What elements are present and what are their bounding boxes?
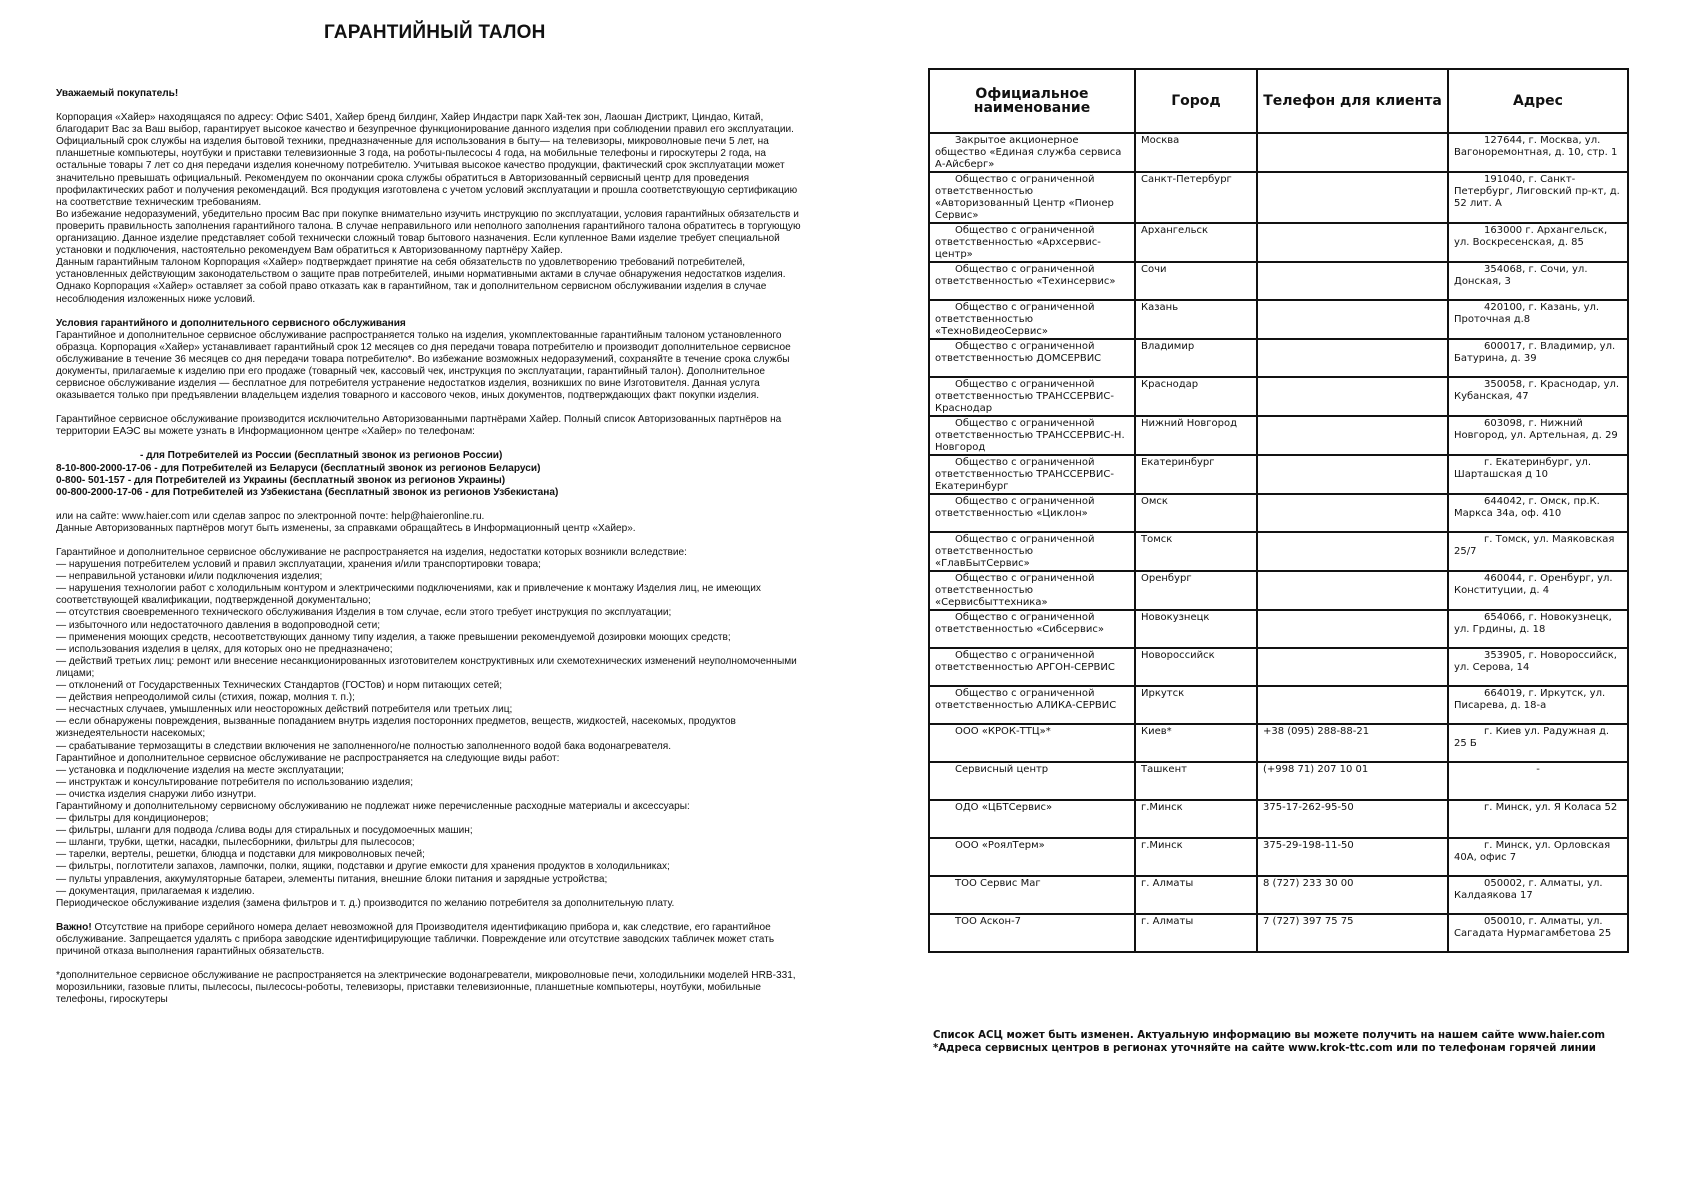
exclusion-item: — срабатывание термозащиты в следствии включения не заполненного/не полностью заполненного водой бака водонагревателя. [56,740,672,752]
exclusion-item: — нарушения технологии работ с холодильным контуром и электрическими подключениями, как и привлечение к монтажу Изделия лиц, не имеющих соответствующей квалификации, подтвержденной документально; [56,583,761,607]
exclusion-item: — документация, прилагаемая к изделию. [56,885,255,897]
note-list-change: Список АСЦ может быть изменен. Актуальную информацию вы можете получить на нашем сайте www.haier.com [933,1030,1605,1041]
partners-text: Гарантийное сервисное обслуживание производится исключительно Авторизованными партнёрами Хайер. Полный список Авторизованных партнёров на территории ЕАЭС вы можете узнать в Информационном центре «Хайер» по телефонам: [56,414,782,438]
center-name: Общество с ограниченной ответственностью ДОМСЕРВИС [929,339,1135,377]
table-row [929,133,1628,172]
site-text: или на сайте: www.haier.com или сделав запрос по электронной почте: help@haieronline.ru. [56,510,485,522]
exclusion-item: Периодическое обслуживание изделия (замена фильтров и т. д.) производится по желанию потребителя за дополнительную плату. [56,897,675,909]
center-city: Омск [1135,494,1257,532]
center-name: Закрытое акционерное общество «Единая служба сервиса А-Айсберг» [929,133,1135,172]
table-row [929,686,1628,724]
center-address: 354068, г. Сочи, ул. Донская, 3 [1448,262,1628,300]
center-phone: 375-29-198-11-50 [1257,838,1448,876]
center-name: Сервисный центр [929,762,1135,800]
exclusion-item: — фильтры, шланги для подвода /слива воды для стиральных и посудомоечных машин; [56,825,473,837]
exclusion-item: — тарелки, вертелы, решетки, блюдца и подставки для микроволновых печей; [56,849,425,861]
table-row [929,876,1628,914]
exclusion-item: — установка и подключение изделия на месте эксплуатации; [56,764,344,776]
conditions-text: Гарантийное и дополнительное сервисное обслуживание распространяется только на изделия, укомплектованные гарантийным талоном установленного образца. Корпорация «Хайер» устанавливает гарантийный срок 12 месяцев со дня передачи товара потребителю и производит дополнительное сервисное обслуживание в течение 36 месяцев со дня передачи товара потребителю*. Во избежание возможных недоразумений, сохраняйте в течение срока службы документы, прилагаемые к изделию при его продаже (товарный чек, кассовый чек, инструкция по эксплуатации, гарантийный талон). Дополнительное сервисное обслуживание изделия — бесплатное для потребителя устранение недостатков изделия, возникших по вине Изготовителя. Данная услуга оказывается только при предъявлении владельцем изделия товарного и кассового чеков, иных документов, подтверждающих факт покупки изделия. [56,329,791,402]
table-row [929,532,1628,571]
center-address: г. Минск, ул. Орловская 40А, офис 7 [1448,838,1628,876]
center-phone: +38 (095) 288-88-21 [1257,724,1448,762]
table-row [929,455,1628,494]
table-row [929,571,1628,610]
phone-ukraine: 0-800- 501-157 - для Потребителей из Украины (бесплатный звонок из регионов Украины) [56,474,506,486]
conditions-heading: Условия гарантийного и дополнительного сервисного обслуживания [56,317,406,329]
center-phone [1257,377,1448,416]
exclusion-item: — очистка изделия снаружи либо изнутри. [56,788,257,800]
center-city: Оренбург [1135,571,1257,610]
exclusion-item: Гарантийное и дополнительное сервисное обслуживание не распространяется на следующие виды работ: [56,752,560,764]
center-address: 050002, г. Алматы, ул. Калдаякова 17 [1448,876,1628,914]
center-phone [1257,172,1448,223]
exclusions-list [56,547,808,910]
center-address: 191040, г. Санкт-Петербург, Лиговский пр-кт, д. 52 лит. А [1448,172,1628,223]
table-row [929,223,1628,262]
center-address: г. Киев ул. Радужная д. 25 Б [1448,724,1628,762]
exclusion-item: — отклонений от Государственных Технических Стандартов (ГОСТов) и норм питающих сетей; [56,680,503,692]
note-regions: *Адреса сервисных центров в регионах уточняйте на сайте www.krok-ttc.com или по телефонам горячей линии [933,1042,1596,1054]
exclusion-item: — фильтры, поглотители запахов, лампочки, полки, ящики, подставки и другие емкости для хранения продуктов в холодильниках; [56,861,670,873]
center-phone: 7 (727) 397 75 75 [1257,914,1448,952]
center-name: ТОО Аскон-7 [929,914,1135,952]
center-city: Казань [1135,300,1257,339]
center-name: Общество с ограниченной ответственностью «Авторизованный Центр «Пионер Сервис» [929,172,1135,223]
center-address: г. Минск, ул. Я Коласа 52 [1448,800,1628,838]
center-phone [1257,455,1448,494]
center-city: Нижний Новгород [1135,416,1257,455]
center-phone [1257,339,1448,377]
table-row [929,494,1628,532]
center-city: Архангельск [1135,223,1257,262]
center-name: Общество с ограниченной ответственностью ТРАНССЕРВИС-Краснодар [929,377,1135,416]
center-city: Иркутск [1135,686,1257,724]
phone-russia: - для Потребителей из России (бесплатный звонок из регионов России) [140,450,503,462]
center-city: Санкт-Петербург [1135,172,1257,223]
service-centers-table [928,68,1629,953]
center-name: Общество с ограниченной ответственностью «ГлавБытСервис» [929,532,1135,571]
warranty-text-column [56,88,808,1006]
center-address: г. Томск, ул. Маяковская 25/7 [1448,532,1628,571]
center-phone [1257,133,1448,172]
greeting: Уважаемый покупатель! [56,88,179,99]
center-phone [1257,571,1448,610]
center-city: Москва [1135,133,1257,172]
center-city: Киев* [1135,724,1257,762]
exclusion-item: — неправильной установки и/или подключения изделия; [56,571,323,583]
center-name: Общество с ограниченной ответственностью ТРАНССЕРВИС-Н. Новгород [929,416,1135,455]
center-address: 600017, г. Владимир, ул. Батурина, д. 39 [1448,339,1628,377]
footnote: *дополнительное сервисное обслуживание не распространяется на электрические водонагреватели, микроволновые печи, холодильники моделей HRB-331, морозильники, газовые плиты, пылесосы, пылесосы-роботы, телевизоры, приставки телевизионные, планшетные компьютеры, ноутбуки, мобильные телефоны, гироскутеры [56,970,796,1006]
phone-uzbekistan: 00-800-2000-17-06 - для Потребителей из Узбекистана (бесплатный звонок из регионов Узбекистана) [56,486,559,498]
center-city: г.Минск [1135,838,1257,876]
center-city: Новокузнецк [1135,610,1257,648]
exclusion-item: — пульты управления, аккумуляторные батареи, элементы питания, внешние блоки питания и зарядные устройства; [56,873,608,885]
center-address: 350058, г. Краснодар, ул. Кубанская, 47 [1448,377,1628,416]
center-address: 644042, г. Омск, пр.К. Маркса 34а, оф. 410 [1448,494,1628,532]
intro-paragraph-2: Во избежание недоразумений, убедительно просим Вас при покупке внимательно изучить инструкцию по эксплуатации, условия гарантийных обязательств и проверить правильность заполнения гарантийного талона. В случае неправильного или неполного заполнения гарантийного талона обратитесь в торгующую организацию. Данное изделие представляет собой технически сложный товар бытового назначения. Если купленное Вами изделие требует специальной установки и подключения, настоятельно рекомендуем Вам обратиться к Авторизованному партнёру Хайер. [56,208,801,257]
table-row [929,762,1628,800]
center-address: 050010, г. Алматы, ул. Сагадата Нурмагамбетова 25 [1448,914,1628,952]
center-phone [1257,532,1448,571]
center-address: 603098, г. Нижний Новгород, ул. Артельная, д. 29 [1448,416,1628,455]
exclusion-item: — избыточного или недостаточного давления в водопроводной сети; [56,619,381,631]
exclusion-item: — нарушения потребителем условий и правил эксплуатации, хранения и/или транспортировки товара; [56,559,541,571]
center-phone [1257,648,1448,686]
center-city: Сочи [1135,262,1257,300]
center-name: Общество с ограниченной ответственностью «ТехноВидеоСервис» [929,300,1135,339]
center-phone: 8 (727) 233 30 00 [1257,876,1448,914]
center-name: ОДО «ЦБТСервис» [929,800,1135,838]
center-address: 127644, г. Москва, ул. Вагоноремонтная, д. 10, стр. 1 [1448,133,1628,172]
header-official-name: Официальное наименование [929,69,1135,133]
table-row [929,800,1628,838]
exclusion-item: — если обнаружены повреждения, вызванные попаданием внутрь изделия посторонних предметов, веществ, жидкостей, насекомых, продуктов жизнедеятельности насекомых; [56,716,736,740]
exclusion-item: — действия непреодолимой силы (стихия, пожар, молния т. п.); [56,692,355,704]
center-address: - [1448,762,1628,800]
center-city: Екатеринбург [1135,455,1257,494]
exclusion-item: — отсутствия своевременного технического обслуживания Изделия в том случае, если этого требует инструкция по эксплуатации; [56,607,672,619]
center-phone [1257,223,1448,262]
center-city: Новороссийск [1135,648,1257,686]
center-city: г.Минск [1135,800,1257,838]
intro-paragraph-1: Корпорация «Хайер» находящаяся по адресу: Офис S401, Хайер бренд билдинг, Хайер Индастри парк Хай-тек зон, Лаошан Дистрикт, Циндао, Китай, благодарит Вас за Ваш выбор, гарантирует высокое качество и безупречное функционирование данного изделия при соблюдении правил его эксплуатации. Официальный срок службы на изделия бытовой техники, предназначенные для использования в быту— на телевизоры, микроволновые печи 5 лет, на планшетные компьютеры, ноутбуки и приставки телевизионные 3 года, на роботы-пылесосы 4 года, на мобильные телефоны и гироскутеры 2 года, на остальные товары 7 лет со дня передачи изделия конечному потребителю. Учитывая высокое качество продукции, фактический срок эксплуатации может значительно превышать официальный. Рекомендуем по окончании срока службы обратиться в Авторизованный сервисный центр для проведения профилактических работ и получения рекомендаций. Вся продукция изготовлена с учетом условий эксплуатации и прошла соответствующую сертификацию на соответствие техническим требованиям. [56,112,798,208]
page-title: ГАРАНТИЙНЫЙ ТАЛОН [324,22,546,43]
center-name: ООО «КРОК-ТТЦ»* [929,724,1135,762]
exclusion-item: — несчастных случаев, умышленных или неосторожных действий потребителя или третьих лиц; [56,704,513,716]
exclusion-item: — использования изделия в целях, для которых оно не предназначено; [56,643,393,655]
header-address: Адрес [1448,69,1628,133]
change-text: Данные Авторизованных партнёров могут быть изменены, за справками обращайтесь в Информационный центр «Хайер». [56,522,636,534]
header-phone: Телефон для клиента [1257,69,1448,133]
center-address: 163000 г. Архангельск, ул. Воскресенская, д. 85 [1448,223,1628,262]
important-text: Отсутствие на приборе серийного номера делает невозможной для Производителя идентификацию прибора и, как следствие, его гарантийное обслуживание. Запрещается удалять с прибора заводские идентифицирующие таблички. Повреждение или отсутствие заводских табличек может стать причиной отказа выполнения гарантийных обязательств. [56,921,775,957]
table-row [929,724,1628,762]
center-address: 460044, г. Оренбург, ул. Конституции, д. 4 [1448,571,1628,610]
center-city: Ташкент [1135,762,1257,800]
table-row [929,838,1628,876]
phone-belarus: 8-10-800-2000-17-06 - для Потребителей из Беларуси (бесплатный звонок из регионов Беларуси) [56,462,541,474]
table-header-row [929,69,1628,133]
center-name: Общество с ограниченной ответственностью «Техинсервис» [929,262,1135,300]
center-name: Общество с ограниченной ответственностью АРГОН-СЕРВИС [929,648,1135,686]
center-city: г. Алматы [1135,876,1257,914]
header-city: Город [1135,69,1257,133]
table-row [929,648,1628,686]
center-name: ТОО Сервис Маг [929,876,1135,914]
table-row [929,300,1628,339]
exclusion-item: — фильтры для кондиционеров; [56,813,209,825]
exclusion-item: — инструктаж и консультирование потребителя по использованию изделия; [56,776,414,788]
exclusion-item: — применения моющих средств, несоответствующих данному типу изделия, а также превышении рекомендуемой дозировки моющих средств; [56,631,731,643]
table-row [929,914,1628,952]
center-city: Владимир [1135,339,1257,377]
important-paragraph [56,922,808,958]
center-city: Краснодар [1135,377,1257,416]
service-centers-body [929,133,1628,952]
center-address: 654066, г. Новокузнецк, ул. Грдины, д. 18 [1448,610,1628,648]
table-row [929,610,1628,648]
center-address: 420100, г. Казань, ул. Проточная д.8 [1448,300,1628,339]
exclusion-item: Гарантийное и дополнительное сервисное обслуживание не распространяется на изделия, недостатки которых возникли вследствие: [56,547,687,558]
center-name: Общество с ограниченной ответственностью ТРАНССЕРВИС-Екатеринбург [929,455,1135,494]
exclusion-item: Гарантийному и дополнительному сервисному обслуживанию не подлежат ниже перечисленные расходные материалы и аксессуары: [56,800,690,812]
center-name: Общество с ограниченной ответственностью АЛИКА-СЕРВИС [929,686,1135,724]
center-phone [1257,494,1448,532]
center-phone [1257,300,1448,339]
center-address: 353905, г. Новороссийск, ул. Серова, 14 [1448,648,1628,686]
table-row [929,416,1628,455]
table-row [929,172,1628,223]
center-phone [1257,610,1448,648]
center-phone: 375-17-262-95-50 [1257,800,1448,838]
center-name: Общество с ограниченной ответственностью «Сервисбыттехника» [929,571,1135,610]
center-phone: (+998 71) 207 10 01 [1257,762,1448,800]
hotline-phones [56,450,808,498]
table-row [929,377,1628,416]
important-label: Важно! [56,921,92,933]
center-address: 664019, г. Иркутск, ул. Писарева, д. 18-а [1448,686,1628,724]
center-phone [1257,416,1448,455]
table-row [929,339,1628,377]
center-name: Общество с ограниченной ответственностью «Циклон» [929,494,1135,532]
table-row [929,262,1628,300]
center-name: Общество с ограниченной ответственностью «Архсервис-центр» [929,223,1135,262]
center-address: г. Екатеринбург, ул. Шарташская д 10 [1448,455,1628,494]
table-notes [933,1030,1633,1055]
exclusion-item: — действий третьих лиц: ремонт или внесение несанкционированных изготовителем конструктивных или схемотехнических изменений неуполномоченными лицами; [56,655,797,679]
exclusion-item: — шланги, трубки, щетки, насадки, пылесборники, фильтры для пылесосов; [56,837,415,849]
center-phone [1257,686,1448,724]
center-city: Томск [1135,532,1257,571]
intro-paragraph-3: Данным гарантийным талоном Корпорация «Хайер» подтверждает принятие на себя обязательств по удовлетворению требований потребителей, установленных действующим законодательством о защите прав потребителей, иными нормативными актами в случае обнаружения недостатков изделия. Однако Корпорация «Хайер» оставляет за собой право отказать как в гарантийном, так и дополнительном сервисном обслуживании изделия в случае несоблюдения изложенных ниже условий. [56,257,786,305]
center-name: ООО «РоялТерм» [929,838,1135,876]
center-phone [1257,262,1448,300]
center-name: Общество с ограниченной ответственностью «Сибсервис» [929,610,1135,648]
center-city: г. Алматы [1135,914,1257,952]
